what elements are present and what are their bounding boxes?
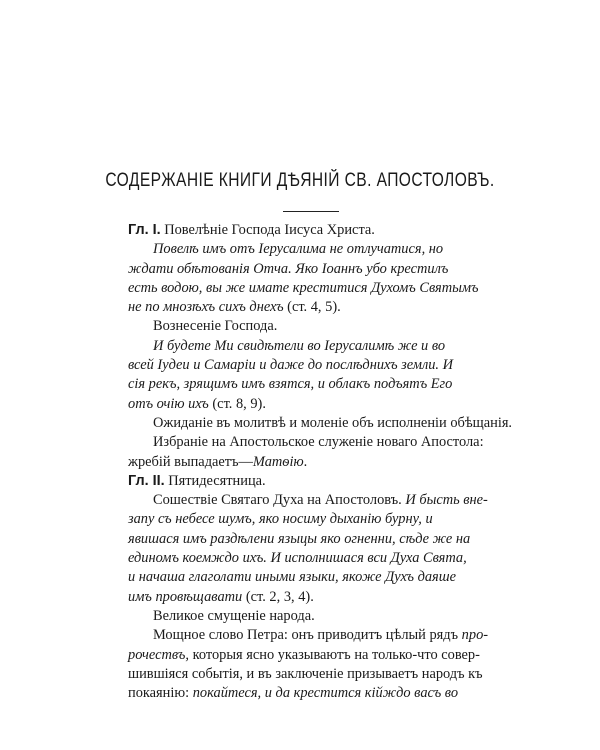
text-segment: Мощное слово Петра: онъ приводитъ цѣлый рядъ [153,627,459,644]
text-line: ждати обѣтованія Отча. Яко Іоаннъ убо крестилъ [128,260,449,277]
quote-text: Матѳію [252,453,304,470]
quote-text: покайтеся, и да крестится кійждо васъ во [192,685,459,702]
text-line [128,646,498,665]
section-title: Ожиданіе въ молитвѣ и моленіе объ исполненіи обѣщанія. [153,414,513,431]
text-line [128,588,498,607]
section-title: Сошествіе Святаго Духа на Апостоловъ. [153,492,402,509]
text-line: И будете Ми свидѣтели во Іерусалимѣ же и во [153,337,446,354]
text-line: и начаша глаголати иными языки, якоже Духъ даяше [128,569,456,586]
text-line [128,298,498,317]
quote-text: про- [461,627,489,644]
text-segment: которыя ясно указываютъ на только-что совер- [192,646,480,663]
text-line: сія рекъ, зрящимъ имъ взятся, и облакъ подъятъ Его [128,376,453,393]
text-line [128,395,498,414]
chapter-heading: Гл. II. [128,472,165,489]
quote-text: рочествъ, [128,646,189,663]
section-title: Пятидесятница. [168,472,266,489]
text-line: запу съ небесе шумъ, яко носиму дыханію бурну, и [128,511,433,528]
text-segment: жребій выпадаетъ— [128,453,253,470]
text-line: шившіяся событія, и въ заключеніе призываетъ народъ къ [128,665,483,682]
section-title: Великое смущеніе народа. [153,607,315,624]
quote-text: не по мнозѣхъ сихъ днехъ [128,299,284,316]
text-line [128,221,498,240]
text-segment: покаянію: [128,685,190,702]
text-line: единомъ коемждо ихъ. И исполнишася вси Духа Свята, [128,550,467,567]
section-title: Избраніе на Апостольское служеніе новаго Апостола: [153,434,484,451]
title-divider [283,211,339,212]
text-line: Повелѣ имъ отъ Іерусалима не отлучатися, но [153,241,444,258]
text-line [128,626,498,645]
quote-text: И бысть вне- [405,492,488,509]
verse-reference: (ст. 2, 3, 4). [245,588,314,605]
verse-reference: (ст. 4, 5). [287,299,341,316]
text-line [128,684,498,703]
chapter-heading: Гл. I. [128,222,161,238]
verse-reference: (ст. 8, 9). [212,395,266,412]
text-line [128,491,498,510]
text-line: явишася имъ раздѣлени языцы яко огненни, сѣде же на [128,530,471,547]
quote-text: имъ провѣщавати [128,588,243,605]
section-title: Повелѣніе Господа Іисуса Христа. [164,222,375,238]
text-line: есть водою, вы же имате креститися Духомъ Святымъ [128,279,479,296]
text-line [128,472,498,491]
text-segment: . [303,453,308,470]
text-line [128,453,498,472]
contents-body [128,221,513,703]
text-line: всей Іудеи и Самаріи и даже до послѣднихъ земли. И [128,357,454,374]
quote-text: отъ очію ихъ [128,395,209,412]
page-title: СОДЕРЖАНІЕ КНИГИ ДѢЯНІЙ СВ. АПОСТОЛОВЪ. [105,170,495,191]
section-title: Вознесеніе Господа. [153,318,278,335]
